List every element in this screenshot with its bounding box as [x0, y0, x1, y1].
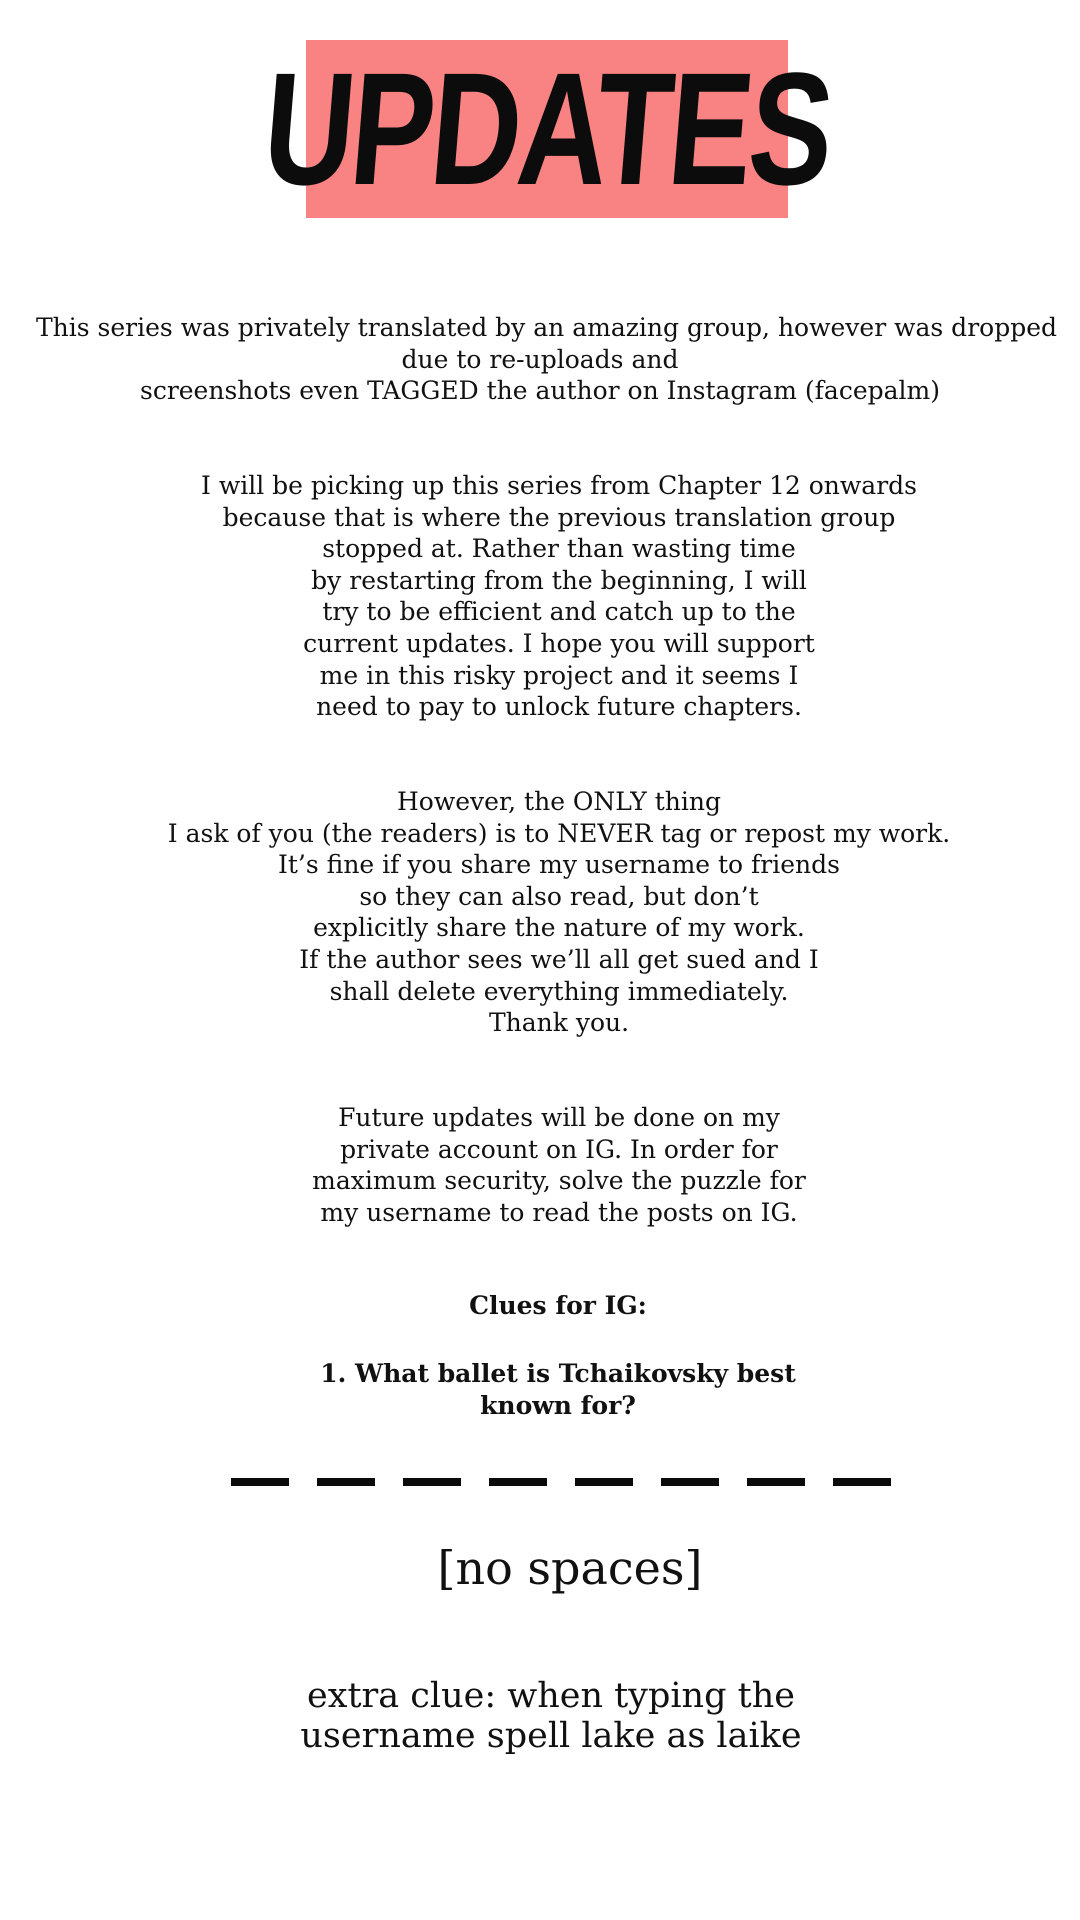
paragraph-line: me in this risky project and it seems I	[319, 660, 799, 690]
answer-blank	[403, 1478, 461, 1486]
answer-blank	[317, 1478, 375, 1486]
future-updates-paragraph	[0, 1102, 1080, 1228]
paragraph-line: Thank you.	[488, 1008, 630, 1038]
clue-question-line: 1. What ballet is Tchaikovsky best	[320, 1359, 796, 1388]
updates-banner	[257, 39, 837, 218]
clue-question	[0, 1358, 1080, 1422]
paragraph-line: so they can also read, but don’t	[359, 881, 759, 911]
intro-paragraph	[36, 312, 1080, 407]
paragraph-line: maximum security, solve the puzzle for	[312, 1166, 806, 1196]
extra-clue	[0, 1676, 1080, 1756]
paragraph-line: current updates. I hope you will support	[303, 628, 815, 658]
paragraph-line: private account on IG. In order for	[340, 1134, 778, 1164]
paragraph-line: shall delete everything immediately.	[329, 976, 789, 1006]
paragraph-line: because that is where the previous translation group	[222, 502, 896, 532]
extra-clue-line: username spell lake as laike	[300, 1716, 802, 1756]
clue-question-line: known for?	[480, 1391, 636, 1420]
paragraph-line: It’s fine if you share my username to friends	[278, 850, 840, 880]
intro-line: This series was privately translated by an amazing group, however was dropped	[36, 313, 1057, 342]
paragraph-line: explicitly share the nature of my work.	[313, 913, 805, 943]
intro-line: due to re-uploads and	[401, 344, 679, 374]
paragraph-line: I ask of you (the readers) is to NEVER tag or repost my work.	[167, 818, 951, 848]
pickup-paragraph	[0, 470, 1080, 723]
paragraph-line: I will be picking up this series from Chapter 12 onwards	[201, 471, 917, 500]
no-spaces-note: [no spaces]	[437, 1541, 703, 1595]
paragraph-line: try to be efficient and catch up to the	[322, 597, 796, 627]
answer-blank	[575, 1478, 633, 1486]
paragraph-line: stopped at. Rather than wasting time	[322, 534, 796, 564]
paragraph-line: need to pay to unlock future chapters.	[316, 692, 802, 722]
extra-clue-line: extra clue: when typing the	[307, 1676, 795, 1716]
paragraph-line: my username to read the posts on IG.	[320, 1197, 798, 1227]
clues-heading: Clues for IG:	[469, 1291, 647, 1320]
request-paragraph	[0, 786, 1080, 1039]
banner-title: UPDATES	[257, 39, 837, 218]
paragraph-line: Future updates will be done on my	[338, 1103, 780, 1132]
answer-blank	[489, 1478, 547, 1486]
paragraph-line: If the author sees we’ll all get sued and I	[299, 944, 819, 974]
answer-blank	[231, 1478, 289, 1486]
answer-blank	[747, 1478, 805, 1486]
answer-blanks	[231, 1478, 891, 1486]
answer-blank	[661, 1478, 719, 1486]
answer-blank	[833, 1478, 891, 1486]
paragraph-line: by restarting from the beginning, I will	[311, 565, 807, 595]
intro-line: screenshots even TAGGED the author on Instagram (facepalm)	[139, 376, 940, 406]
paragraph-line: However, the ONLY thing	[396, 787, 722, 816]
